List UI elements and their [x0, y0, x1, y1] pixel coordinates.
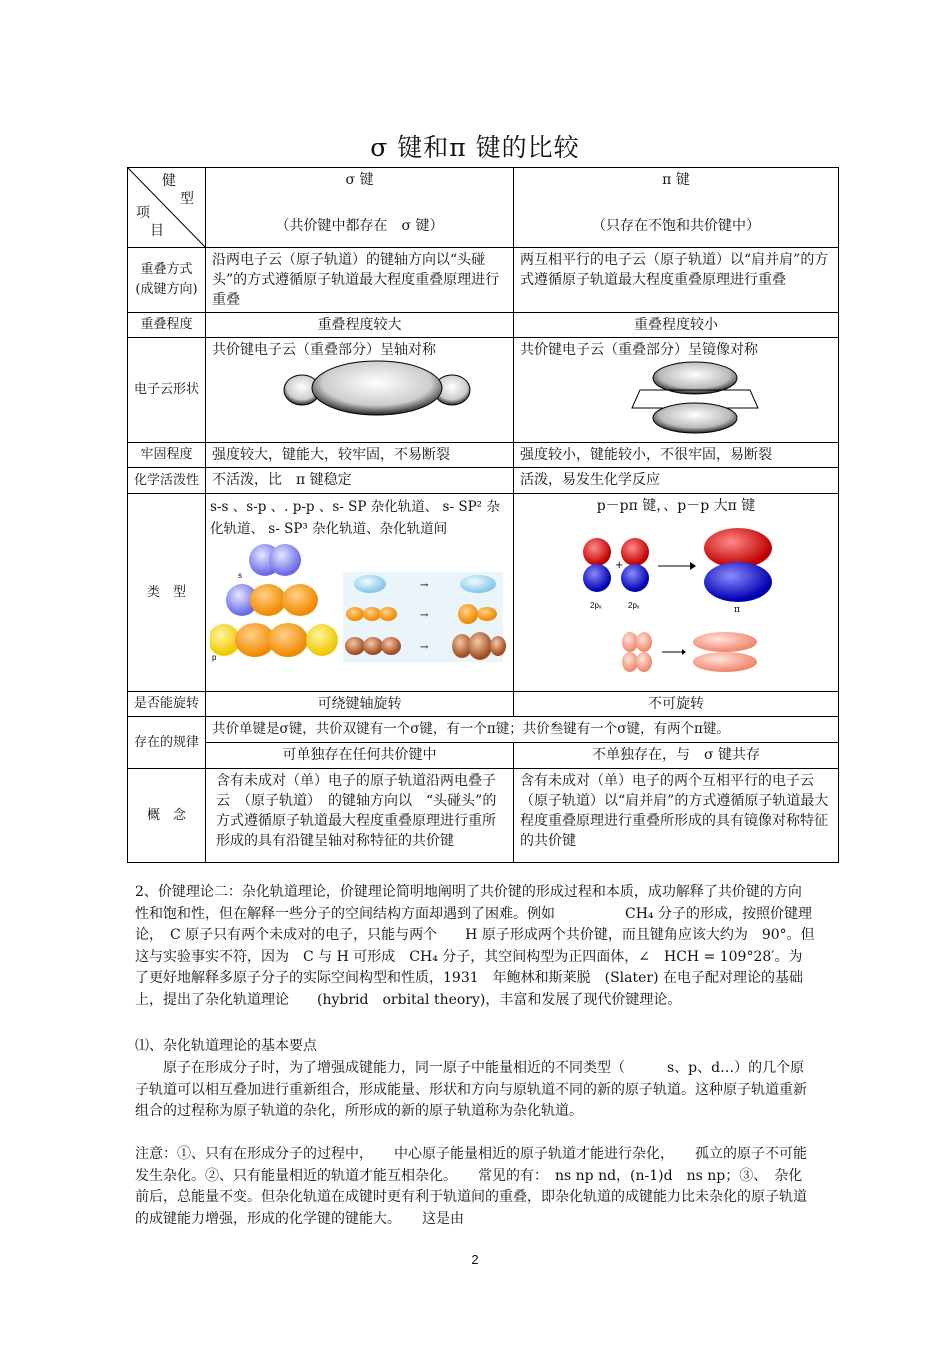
sigma-rotation: 可绕键轴旋转: [206, 692, 514, 717]
pi-header: [514, 168, 839, 248]
paragraph-notes: 注意：①、只有在形成分子的过程中， 中心原子能量相近的原子轨道才能进行杂化， 孤立的原子不可能发生杂化。②、只有能量相近的轨道才能互相杂化。 常见的有： ns np nd，(n-1)d ns np；③、 杂化前后，总能量不变。但杂化轨道在成键时更有利于轨道间的重叠，即杂化轨道的成键能力比未杂化的原子轨道的成键能力增强，形成的化学键的键能大。 这是由: [135, 1146, 807, 1227]
diagonal-header-cell: [128, 168, 206, 248]
existence-merged: 共价单键是σ键，共价双键有一个σ键，有一个π键；共价叁键有一个σ键，有两个π键。: [206, 717, 839, 743]
sigma-types-cell: [206, 494, 514, 692]
svg-text:→: →: [420, 610, 429, 621]
header-item-1: 项: [136, 205, 150, 221]
sigma-overlap-mode: 沿两电子云（原子轨道）的键轴方向以“头碰头”的方式遵循原子轨道最大程度重叠原理进行重叠: [206, 248, 514, 313]
pi-types-text: p－pπ 键，、p－p 大π 键: [596, 498, 756, 514]
pi-cloud-shape: 共价键电子云（重叠部分）呈镜像对称: [520, 342, 758, 358]
sigma-cloud-shape-cell: [206, 338, 514, 443]
row-label-firmness: 牢固程度: [128, 443, 206, 468]
svg-text:+: +: [615, 560, 624, 571]
comparison-table: [127, 167, 839, 863]
pi-header-note: （只存在不饱和共价键中）: [592, 218, 760, 234]
pi-header-label: π 键: [662, 172, 690, 188]
sigma-cloud-shape: 共价键电子云（重叠部分）呈轴对称: [212, 342, 436, 358]
pi-overlap-mode: 两互相平行的电子云（原子轨道）以“肩并肩”的方式遵循原子轨道最大程度重叠原理进行重叠: [514, 248, 839, 313]
header-type-2: 型: [180, 191, 194, 207]
sigma-header: [206, 168, 514, 248]
sigma-concept: 含有未成对（单）电子的原子轨道沿两电叠子云 （原子轨道） 的键轴方向以 “头碰头”的方式遵循原子轨道最大程度重叠原理进行重所形成的具有沿键呈轴对称特征的共价键: [206, 769, 514, 863]
row-label-rotation: 是否能旋转: [128, 692, 206, 717]
header-type-1: 健: [162, 173, 176, 189]
row-label-overlap-degree: 重叠程度: [128, 313, 206, 338]
pi-rotation: 不可旋转: [514, 692, 839, 717]
sigma-overlap-degree: 重叠程度较大: [206, 313, 514, 338]
row-label-concept: 概 念: [128, 769, 206, 863]
pi-types-image: [520, 516, 820, 680]
sigma-header-label: σ 键: [345, 172, 374, 188]
pi-overlap-degree: 重叠程度较小: [514, 313, 839, 338]
svg-text:→: →: [420, 642, 429, 653]
sigma-reactivity: 不活泼，比 π 键稳定: [206, 468, 514, 494]
pi-cloud-image: [620, 360, 770, 434]
paragraph-hybrid-intro: 2、价键理论二：杂化轨道理论，价键理论简明地阐明了共价键的形成过程和本质，成功解释了共价键的方向性和饱和性，但在解释一些分子的空间结构方面却遇到了困难。例如 CH₄ 分子的形成，按照价键理论， C 原子只有两个未成对的电子，只能与两个 H 原子形成两个共价键，而且键角应该大约为 90°。但这与实验事实不符，因为 C 与 H 可形成 CH₄ 分子，其空间构型为正四面体，∠ HCH = 109°28′。为了更好地解释多原子分子的实际空间构型和性质，1931 年鲍林和斯莱脱 (Slater) 在电子配对理论的基础上，提出了杂化轨道理论 (hybrid orbital theory)，丰富和发展了现代价键理论。: [135, 884, 815, 1008]
sigma-firmness: 强度较大，键能大，较牢固，不易断裂: [206, 443, 514, 468]
row-label-existence: 存在的规律: [128, 717, 206, 769]
sigma-existence: 可单独存在任何共价键中: [206, 743, 514, 769]
page-number: 2: [471, 1252, 479, 1267]
row-label-cloud-shape: 电子云形状: [128, 338, 206, 443]
pi-existence: 不单独存在，与 σ 键共存: [514, 743, 839, 769]
page-title: σ 键和π 键的比较: [370, 133, 580, 162]
pi-types-cell: [514, 494, 839, 692]
p-label: p: [212, 653, 217, 662]
row-label-types: 类 型: [128, 494, 206, 692]
pi-cloud-shape-cell: [514, 338, 839, 443]
sigma-cloud-image: [282, 360, 472, 422]
2px-label-1: 2pₓ: [590, 601, 602, 610]
pi-reactivity: 活泼，易发生化学反应: [514, 468, 839, 494]
section-heading-hybrid-basics: ⑴、杂化轨道理论的基本要点: [135, 1038, 317, 1054]
sigma-types-image: [210, 542, 510, 662]
row-label-overlap-mode: 重叠方式 (成键方向): [128, 248, 206, 313]
sigma-types-text: s-s 、s-p 、. p-p 、s- SP 杂化轨道、 s- SP² 杂化轨道、 s- SP³ 杂化轨道、杂化轨道间: [210, 499, 500, 537]
svg-text:→: →: [420, 580, 429, 591]
2px-label-2: 2pₓ: [628, 601, 640, 610]
row-label-reactivity: 化学活泼性: [128, 468, 206, 494]
header-item-2: 目: [150, 223, 164, 239]
paragraph-hybrid-definition: 原子在形成分子时，为了增强成键能力，同一原子中能量相近的不同类型（ s、p、d…）的几个原子轨道可以相互叠加进行重新组合，形成能量、形状和方向与原轨道不同的新的原子轨道。这种原子轨道重新组合的过程称为原子轨道的杂化，所形成的新的原子轨道称为杂化轨道。: [135, 1060, 807, 1119]
pi-firmness: 强度较小，键能较小，不很牢固，易断裂: [514, 443, 839, 468]
pi-label: π: [734, 605, 740, 615]
s-label: s: [238, 571, 242, 580]
pi-concept: 含有未成对（单）电子的两个互相平行的电子云（原子轨道）以“肩并肩”的方式遵循原子轨道最大程度重叠原理进行重叠所形成的具有镜像对称特征的共价键: [514, 769, 839, 863]
sigma-header-note: （共价键中都存在 σ 键）: [275, 218, 444, 234]
